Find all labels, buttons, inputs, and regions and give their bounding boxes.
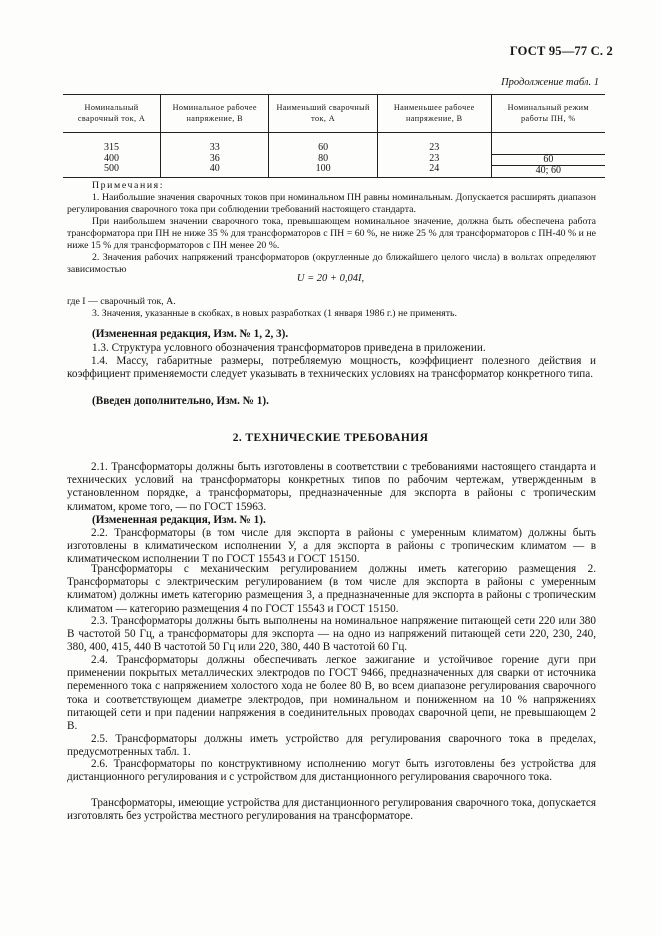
paragraph-2-6-text: 2.6. Трансформаторы по конструктивному исполнению могут быть изготовлены без устройства для дистанционного регулирования и с устройством для дистанционного регулирования сварочного тока. (67, 758, 596, 784)
cell-value: 60 (492, 154, 605, 166)
paragraph-2-6 (67, 758, 596, 784)
edit-note-1: (Измененная редакция, Изм. № 1, 2, 3). (92, 328, 289, 340)
notes-heading: Примечания: (92, 180, 165, 191)
cell-value: 40; 60 (492, 165, 605, 177)
specification-table (63, 94, 605, 178)
formula-legend: где I — сварочный ток, А. (67, 296, 176, 307)
paragraph-2-6-continued (67, 797, 596, 823)
paragraph-1-3: 1.3. Структура условного обозначения трансформаторов приведена в приложении. (92, 342, 486, 354)
cell-value (492, 143, 605, 154)
cell-value: 24 (429, 163, 440, 174)
cell-value: 60 (318, 142, 329, 153)
table-header-cell: Наименьшее рабочее напряжение, В (377, 95, 491, 133)
paragraph-2-5-text: 2.5. Трансформаторы должны иметь устройство для регулирования сварочного тока в пределах, предусмотренных табл. 1. (67, 733, 596, 759)
note-2: 2. Значения рабочих напряжений трансформаторов (округленные до ближайшего целого числа) в вольтах определяют зависимостью (67, 252, 596, 275)
paragraph-2-6-continued-text: Трансформаторы, имеющие устройства для дистанционного регулирования сварочного тока, допускается изготовлять без устройства местного регулирования на трансформаторе. (67, 797, 596, 823)
section-2-title: 2. ТЕХНИЧЕСКИЕ ТРЕБОВАНИЯ (232, 432, 429, 444)
cell-value: 23 (429, 142, 440, 153)
table-continuation-label: Продолжение табл. 1 (501, 77, 599, 88)
table-row (63, 143, 605, 177)
table-cell-nominal-current (63, 143, 161, 177)
paragraph-2-3-text: 2.3. Трансформаторы должны быть выполнены на номинальное напряжение питающей сети 220 или 380 В частотой 50 Гц, а трансформаторы для экспорта — на одно из напряжений питающей сети 220, 230, 240, 380, 400, 415, 440 В частотой 50 Гц или 220, 380, 440 В частотой 60 Гц. (67, 615, 596, 654)
voltage-formula: U = 20 + 0,04I, (296, 273, 365, 284)
paragraph-2-2-text: 2.2. Трансформаторы (в том числе для экспорта в районы с умеренным климатом) должны быть изготовлены в климатическом исполнении У, а для экспорта в районы с тропическим климатом — в климатическом исполнении Т по ГОСТ 15543 и ГОСТ 15150. (67, 527, 596, 566)
cell-value: 36 (209, 152, 220, 164)
table-cell-pn-mode (491, 143, 605, 177)
table-header-row (63, 95, 605, 133)
edit-note-2-1: (Измененная редакция, Изм. № 1). (92, 514, 266, 526)
note-1-continued: При наибольшем значении сварочного тока, превышающем номинальное значение, должна быть обеспечена работа трансформатора при ПН не ниже 35 % для трансформаторов с ПН = 60 %, не ниже 25 % для трансформаторов с ПН-40 % и не ниже 15 % для трансформаторов с ПН менее 20 %. (67, 216, 596, 251)
cell-value: 23 (429, 152, 440, 164)
standard-code: ГОСТ 95—77 С. 2 (509, 44, 613, 58)
cell-value: 315 (104, 142, 120, 153)
table-header-cell: Наименьший сварочный ток, А (269, 95, 377, 133)
paragraph-2-4-text: 2.4. Трансформаторы должны обеспечивать легкое зажигание и устойчивое горение дуги при применении покрытых металлических электродов по ГОСТ 9466, предназначенных для сварки от источника переменного тока с напряжением холостого хода не более 80 В, во всем диапазоне регулирования сварочного тока и соответствующем диаметре электродов, при номинальном и пониженном на 10 % напряжениях питающей сети и при падении напряжения в соединительных проводах сварочной цепи, не превышающем 2 В. (67, 654, 596, 733)
cell-value: 500 (104, 163, 120, 174)
paragraph-2-4 (67, 654, 596, 733)
table-header-cell: Номинальное рабочее напряжение, В (161, 95, 269, 133)
cell-value: 33 (209, 142, 220, 153)
table-header-cell: Номинальный режим работы ПН, % (491, 95, 605, 133)
paragraph-2-1 (67, 461, 596, 514)
cell-value: 400 (104, 152, 120, 164)
cell-value: 80 (318, 152, 329, 164)
note-1: 1. Наибольшие значения сварочных токов при номинальном ПН равны номинальным. Допускается расширять диапазон регулирования сварочного тока при соблюдении требований настоящего стандарта. (67, 192, 596, 215)
edit-note-2: (Введен дополнительно, Изм. № 1). (92, 395, 269, 407)
paragraph-2-2-continued-text: Трансформаторы с механическим регулированием должны иметь категорию размещения 2. Трансформаторы с электрическим регулированием (в том числе для экспорта в районы с умеренным климатом) должны иметь категорию размещения 3, а предназначенные для экспорта в районы с тропическим климатом — категорию размещения 4 по ГОСТ 15543 и ГОСТ 15150. (67, 563, 596, 615)
table-cell-min-voltage (377, 143, 491, 177)
paragraph-2-2 (67, 527, 596, 567)
table-cell-nominal-voltage (161, 143, 269, 177)
paragraph-2-2-continued (67, 563, 596, 616)
cell-value: 100 (315, 163, 331, 174)
paragraph-1-4-text: 1.4. Массу, габаритные размеры, потребляемую мощность, коэффициент полезного действия и коэффициент применяемости следует указывать в технических условиях на трансформатор конкретного типа. (67, 355, 596, 381)
paragraph-1-4 (67, 355, 596, 381)
table-cell-min-current (269, 143, 377, 177)
paragraph-2-1-text: 2.1. Трансформаторы должны быть изготовлены в соответствии с требованиями настоящего стандарта и технических условий на трансформаторы конкретных типов по рабочим чертежам, утвержденным в установленном порядке, а трансформаторы, предназначенные для экспорта в районы с тропическим климатом, кроме того, — по ГОСТ 15963. (67, 461, 596, 513)
table-spacer-row (63, 133, 605, 144)
note-3: 3. Значения, указанные в скобках, в новых разработках (1 января 1986 г.) не применять. (92, 308, 457, 319)
cell-value: 40 (209, 163, 220, 174)
paragraph-2-3 (67, 615, 596, 655)
table-header-cell: Номинальный сварочный ток, А (63, 95, 161, 133)
paragraph-2-5 (67, 733, 596, 759)
